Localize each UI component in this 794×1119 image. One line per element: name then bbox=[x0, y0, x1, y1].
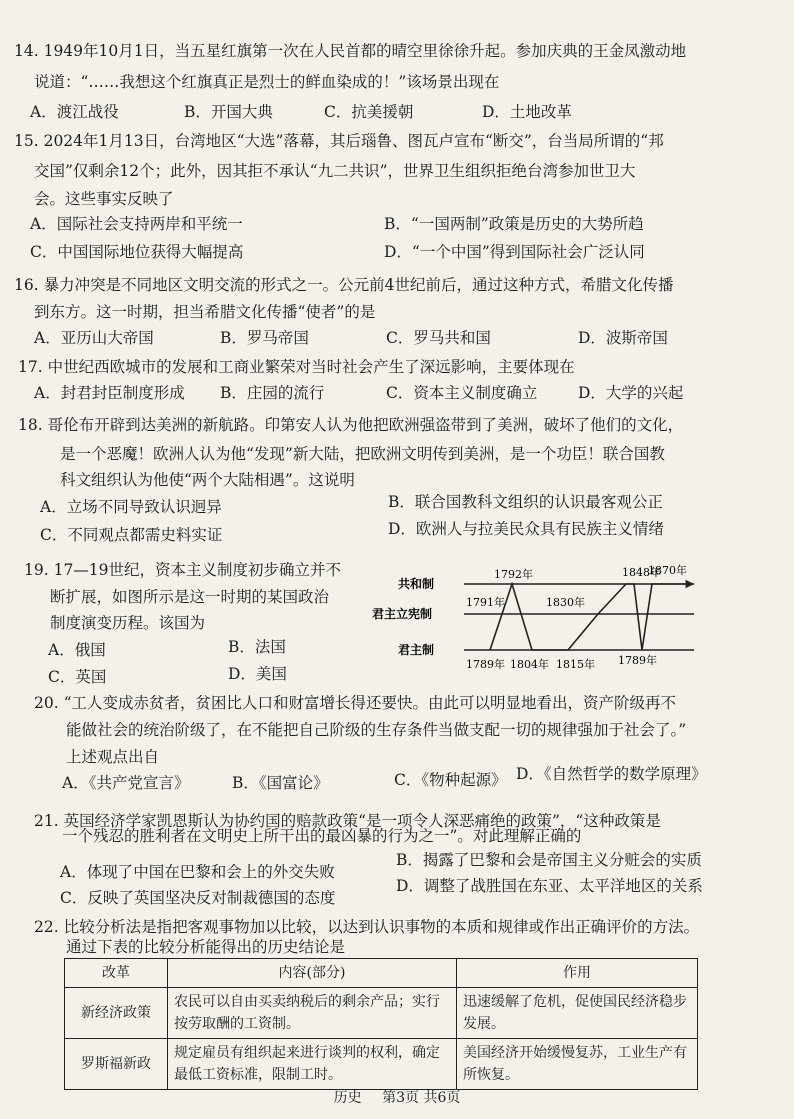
q14-option-b: B．开国大典 bbox=[184, 103, 273, 121]
q16-stem-line1: 16. 暴力冲突是不同地区文明交流的形式之一。公元前4世纪前后，通过这种方式，希腊文化传播 bbox=[14, 276, 674, 294]
q17-option-c: C．资本主义制度确立 bbox=[386, 384, 538, 402]
q17-option-b: B．庄园的流行 bbox=[220, 384, 325, 402]
q18-option-c: C．不同观点都需史料实证 bbox=[40, 526, 223, 544]
q16-option-c: C．罗马共和国 bbox=[386, 329, 491, 347]
table-cell: 迅速缓解了危机，促使国民经济稳步发展。 bbox=[457, 988, 698, 1039]
q21-option-a: A．体现了中国在巴黎和会上的外交失败 bbox=[60, 863, 335, 881]
year-1789b: 1789年 bbox=[618, 654, 657, 667]
q20-stem-line1: 20. “工人变成赤贫者，贫困比人口和财富增长得还要快。由此可以明显地看出，资产阶级再不 bbox=[34, 694, 677, 712]
q16-option-d: D．波斯帝国 bbox=[578, 329, 668, 347]
table-header: 作用 bbox=[457, 959, 698, 988]
year-1792: 1792年 bbox=[494, 568, 533, 581]
table-row bbox=[65, 988, 698, 1039]
political-system-diagram bbox=[372, 560, 718, 676]
q19-stem-line1: 19. 17—19世纪，资本主义制度初步确立并不 bbox=[24, 561, 342, 579]
reform-comparison-table bbox=[64, 958, 698, 1090]
q15-option-b: B．“一国两制”政策是历史的大势所趋 bbox=[384, 215, 644, 233]
table-cell: 农民可以自由买卖纳税后的剩余产品；实行按劳取酬的工资制。 bbox=[168, 988, 457, 1039]
q20-option-c: C．《物种起源》 bbox=[394, 771, 507, 789]
q21-stem-line1: 21. 英国经济学家凯恩斯认为协约国的赔款政策“是一项令人深恶痛绝的政策”，“这种政策是 bbox=[34, 812, 661, 830]
q15-option-a: A．国际社会支持两岸和平统一 bbox=[30, 215, 243, 233]
q20-option-b: B．《国富论》 bbox=[232, 774, 329, 792]
year-1791: 1791年 bbox=[466, 596, 505, 609]
q21-option-d: D．调整了战胜国在东亚、太平洋地区的关系 bbox=[396, 877, 703, 895]
q14-stem-line2: 说道：“……我想这个红旗真正是烈士的鲜血染成的！”该场景出现在 bbox=[34, 73, 500, 91]
table-row bbox=[65, 1039, 698, 1090]
q14-option-a: A．渡江战役 bbox=[30, 103, 119, 121]
year-1830: 1830年 bbox=[546, 596, 585, 609]
q15-stem-line1: 15. 2024年1月13日，台湾地区“大选”落幕，其后瑙鲁、图瓦卢宣布“断交”，台当局所谓的“邦 bbox=[14, 132, 664, 150]
q22-stem-line1: 22. 比较分析法是指把客观事物加以比较，以达到认识事物的本质和规律或作出正确评价的方法。 bbox=[34, 918, 700, 936]
q18-option-b: B．联合国教科文组织的认识最客观公正 bbox=[388, 493, 663, 511]
q20-option-d: D．《自然哲学的数学原理》 bbox=[516, 765, 707, 783]
level-monarchy: 君主制 bbox=[398, 643, 435, 657]
table-header: 改革 bbox=[65, 959, 168, 988]
q17-option-a: A．封君封臣制度形成 bbox=[34, 384, 185, 402]
q15-option-d: D．“一个中国”得到国际社会广泛认同 bbox=[384, 243, 645, 261]
q18-stem-line2: 是一个恶魔！欧洲人认为他“发现”新大陆，把欧洲文明传到美洲，是一个功臣！联合国教 bbox=[60, 445, 665, 463]
q15-option-c: C．中国国际地位获得大幅提高 bbox=[30, 243, 244, 261]
year-1815: 1815年 bbox=[556, 658, 595, 671]
page-footer bbox=[0, 1087, 794, 1107]
q19-option-b: B．法国 bbox=[228, 638, 286, 656]
q17-option-d: D．大学的兴起 bbox=[578, 384, 684, 402]
q19-stem-line3: 制度演变历程。该国为 bbox=[50, 614, 206, 632]
q20-option-a: A．《共产党宣言》 bbox=[62, 774, 190, 792]
q18-stem-line1: 18. 哥伦布开辟到达美洲的新航路。印第安人认为他把欧洲强盗带到了美洲，破坏了他们的文化， bbox=[18, 416, 684, 434]
q16-option-a: A．亚历山大帝国 bbox=[34, 329, 154, 347]
q14-option-c: C．抗美援朝 bbox=[324, 103, 414, 121]
q15-stem-line3: 会。这些事实反映了 bbox=[34, 190, 174, 208]
q17-stem-line1: 17. 中世纪西欧城市的发展和工商业繁荣对当时社会产生了深远影响，主要体现在 bbox=[18, 358, 575, 376]
q19-option-c: C．英国 bbox=[48, 668, 107, 686]
footer-page-number: 第3页 共6页 bbox=[382, 1090, 461, 1106]
q21-option-c: C．反映了英国坚决反对制裁德国的态度 bbox=[60, 889, 336, 907]
table-cell: 罗斯福新政 bbox=[65, 1039, 168, 1090]
q20-stem-line3: 上述观点出自 bbox=[66, 748, 160, 766]
year-1804: 1804年 bbox=[510, 658, 549, 671]
q22-stem-line2: 通过下表的比较分析能得出的历史结论是 bbox=[66, 938, 346, 956]
year-1870: 1870年 bbox=[648, 564, 687, 577]
q16-stem-line2: 到东方。这一时期，担当希腊文化传播“使者”的是 bbox=[34, 303, 376, 321]
q21-stem-line2: 一个残忍的胜利者在文明史上所干出的最凶暴的行为之一”。对此理解正确的 bbox=[62, 827, 582, 845]
q20-stem-line2: 能做社会的统治阶级了，在不能把自己阶级的生存条件当做支配一切的规律强加于社会了。” bbox=[66, 721, 687, 739]
table-cell: 新经济政策 bbox=[65, 988, 168, 1039]
table-cell: 美国经济开始缓慢复苏，工业生产有所恢复。 bbox=[457, 1039, 698, 1090]
footer-subject: 历史 bbox=[333, 1090, 362, 1106]
q14-option-d: D．土地改革 bbox=[482, 103, 572, 121]
level-republic: 共和制 bbox=[398, 577, 435, 591]
table-cell: 规定雇员有组织起来进行谈判的权利，确定最低工资标准，限制工时。 bbox=[168, 1039, 457, 1090]
level-constitutional-monarchy: 君主立宪制 bbox=[372, 607, 433, 621]
q19-option-d: D．美国 bbox=[228, 665, 287, 683]
year-1848: 1848年 bbox=[622, 566, 661, 579]
table-header-row bbox=[65, 959, 698, 988]
q18-stem-line3: 科文组织认为他使“两个大陆相遇”。这说明 bbox=[60, 471, 355, 489]
table-header: 内容(部分) bbox=[168, 959, 457, 988]
q14-stem-line1: 14. 1949年10月1日，当五星红旗第一次在人民首都的晴空里徐徐升起。参加庆典的王金凤激动地 bbox=[14, 42, 687, 60]
q19-option-a: A．俄国 bbox=[48, 641, 106, 659]
q16-option-b: B．罗马帝国 bbox=[220, 329, 309, 347]
q15-stem-line2: 交国”仅剩余12个；此外，因其拒不承认“九二共识”，世界卫生组织拒绝台湾参加世卫大 bbox=[34, 162, 636, 180]
q18-option-d: D．欧洲人与拉美民众具有民族主义情绪 bbox=[388, 520, 664, 538]
q18-option-a: A．立场不同导致认识迥异 bbox=[40, 498, 222, 516]
q19-stem-line2: 断扩展，如图所示是这一时期的某国政治 bbox=[50, 588, 330, 606]
q21-option-b: B．揭露了巴黎和会是帝国主义分赃会的实质 bbox=[396, 851, 702, 869]
year-1789a: 1789年 bbox=[466, 658, 505, 671]
